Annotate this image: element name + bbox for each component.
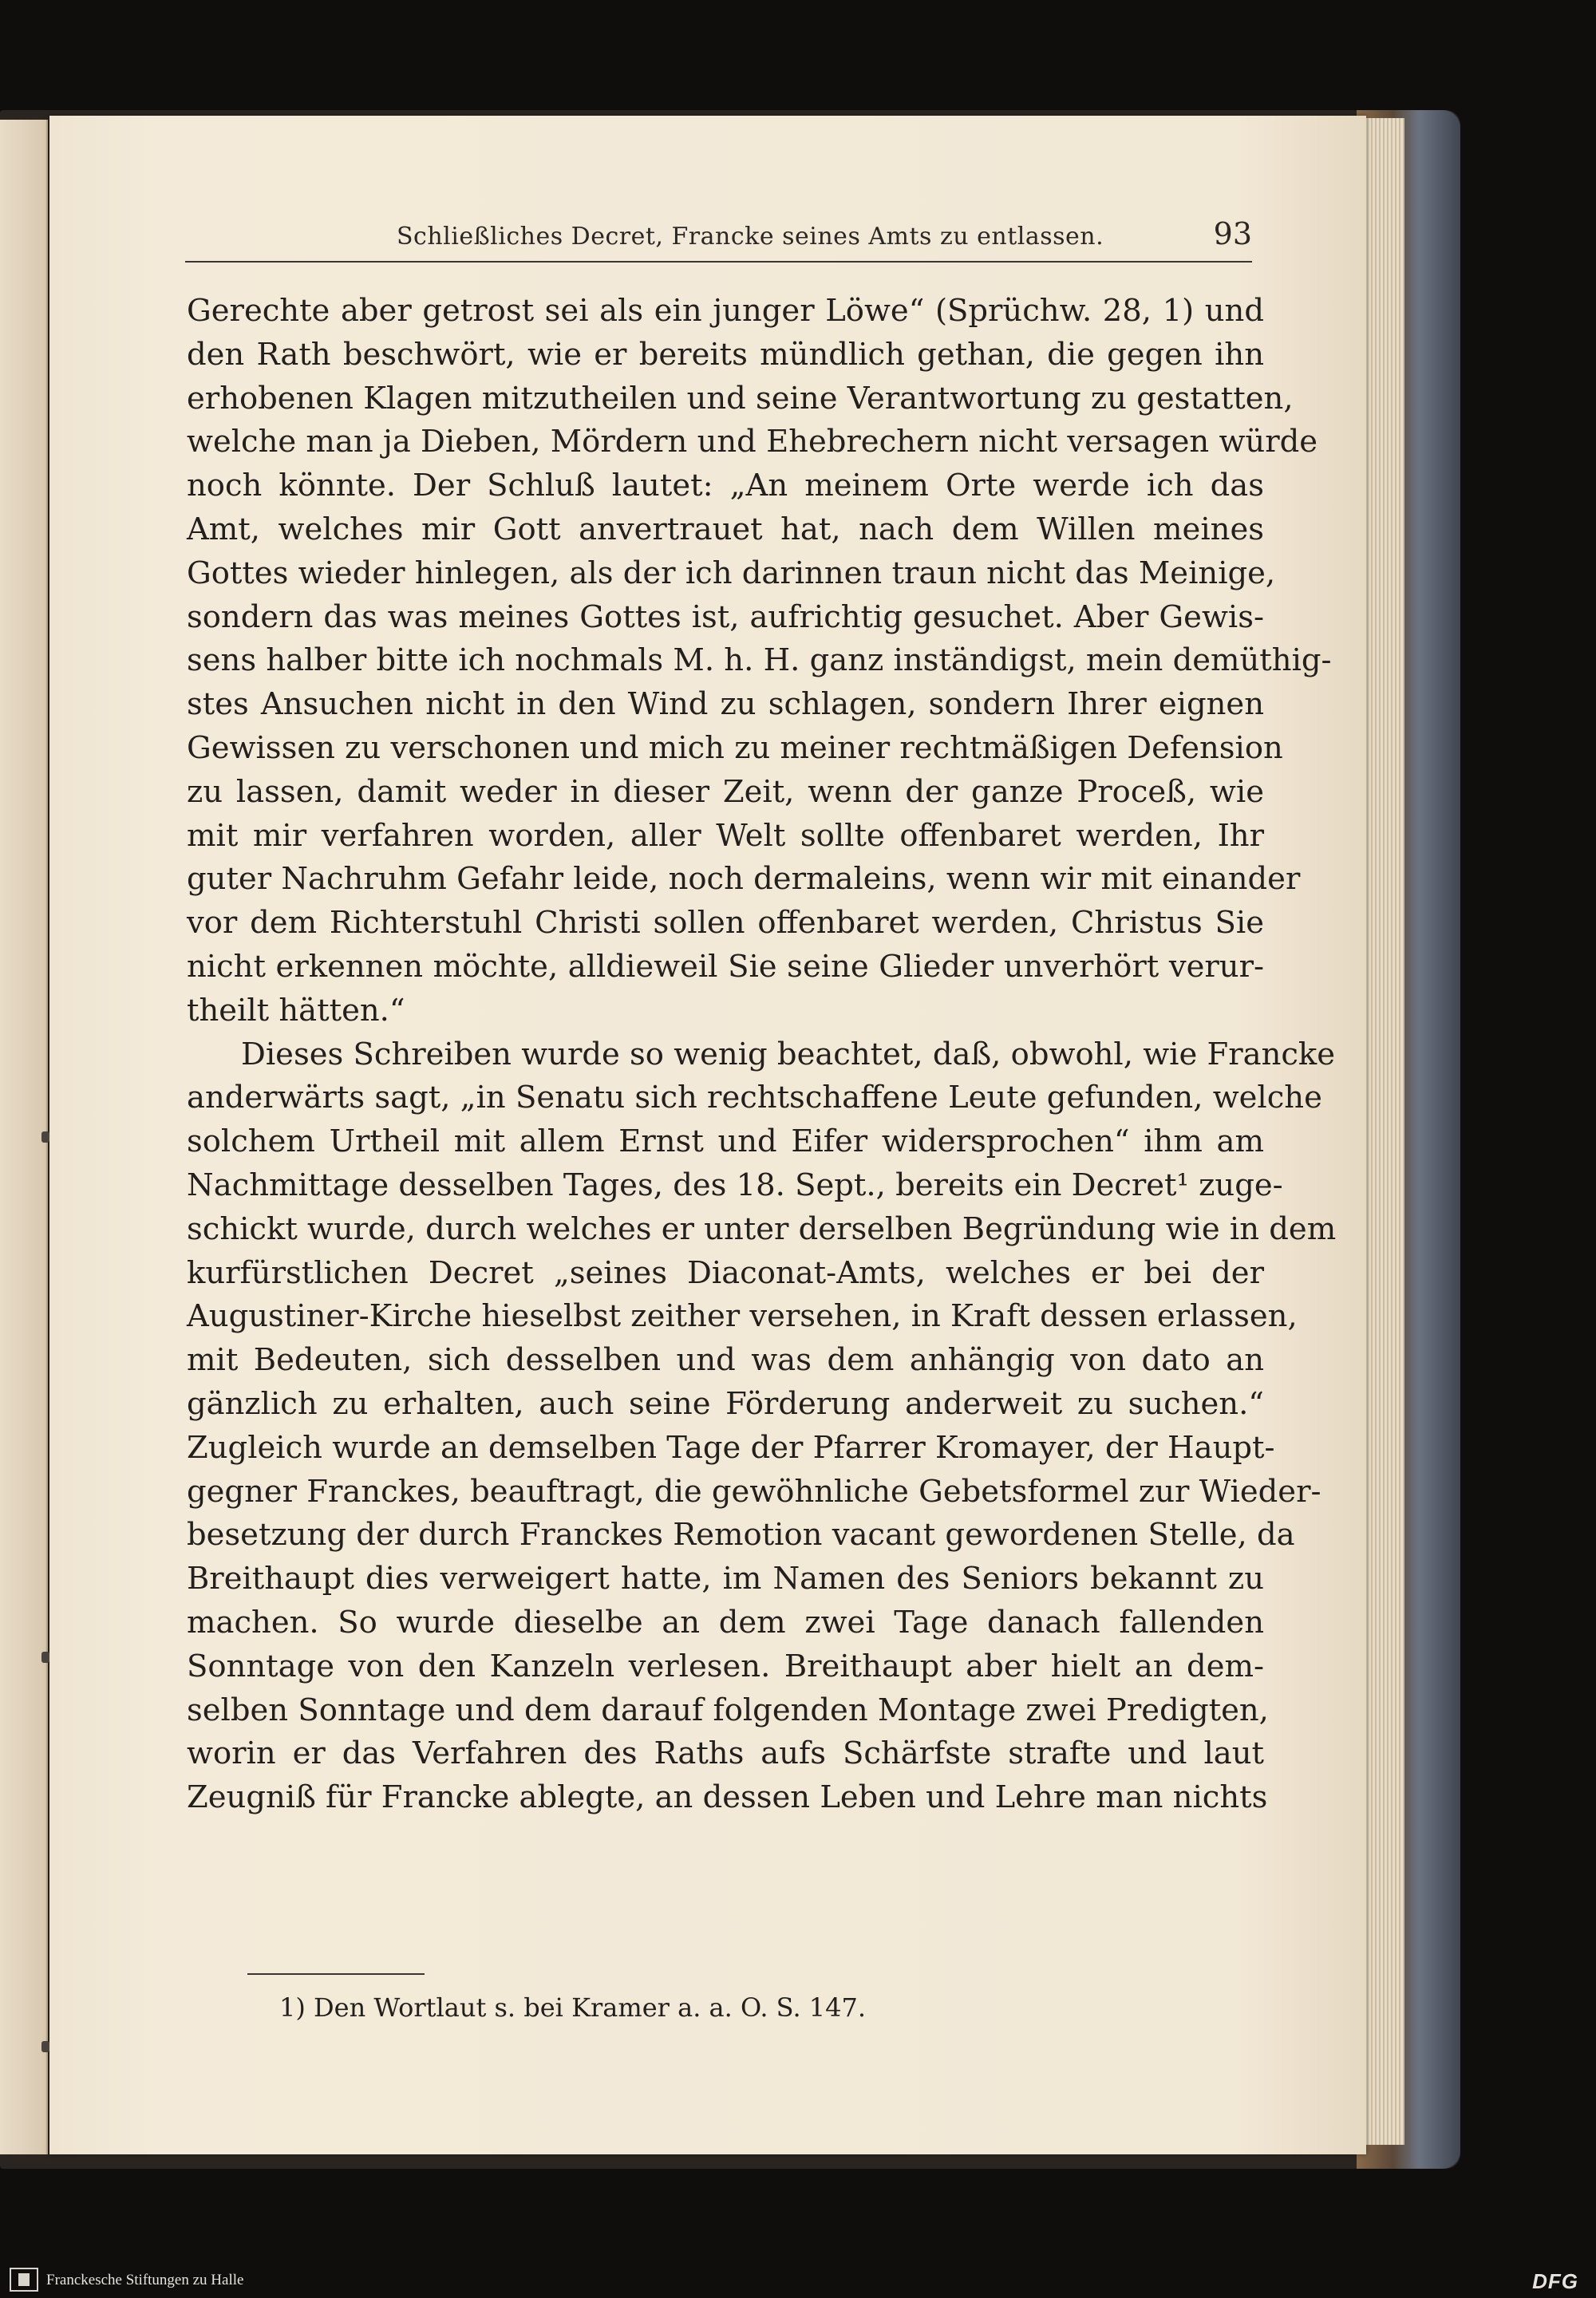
text-line: kurfürstlichen Decret „seines Diaconat-Amts, welches er bei der [187,1254,1264,1291]
text-line: Zugleich wurde an demselben Tage der Pfarrer Kromayer, der Haupt- [187,1429,1275,1466]
footnote: 1) Den Wortlaut s. bei Kramer a. a. O. S. 147. [279,1992,867,2023]
institution-logo-icon [10,2268,38,2292]
text-line: stes Ansuchen nicht in den Wind zu schlagen, sondern Ihrer eignen [187,686,1264,723]
text-line: worin er das Verfahren des Raths aufs Schärfste strafte und laut [187,1735,1264,1772]
text-line: Gewissen zu verschonen und mich zu meiner rechtmäßigen Defension [187,729,1283,766]
text-line: den Rath beschwört, wie er bereits mündlich gethan, die gegen ihn [187,336,1264,373]
text-line: welche man ja Dieben, Mördern und Ehebrechern nicht versagen würde [187,424,1318,460]
text-line: zu lassen, damit weder in dieser Zeit, wenn der ganze Proceß, wie [187,773,1264,810]
text-line: sens halber bitte ich nochmals M. h. H. ganz inständigst, mein demüthig- [187,642,1332,679]
body-text [187,290,1337,1820]
text-line: anderwärts sagt, „in Senatu sich rechtschaffene Leute gefunden, welche [187,1080,1322,1116]
text-line: noch könnte. Der Schluß lautet: „An meinem Orte werde ich das [187,468,1264,504]
text-line: Amt, welches mir Gott anvertrauet hat, nach dem Willen meines [187,511,1264,547]
running-title: Schließliches Decret, Francke seines Amts zu entlassen. [397,223,1104,251]
text-line: machen. So wurde dieselbe an dem zwei Tage danach fallenden [187,1604,1264,1641]
page-number: 93 [1213,216,1252,251]
text-line: mit mir verfahren worden, aller Welt sollte offenbaret werden, Ihr [187,817,1264,854]
institution-label: Franckesche Stiftungen zu Halle [46,2272,244,2288]
text-line: solchem Urtheil mit allem Ernst und Eifer widersprochen“ ihm am [187,1123,1264,1160]
text-line: Gottes wieder hinlegen, als der ich darinnen traun nicht das Meinige, [187,555,1276,591]
paragraph-start-line: Dieses Schreiben wurde so wenig beachtet, daß, obwohl, wie Francke [241,1036,1336,1072]
text-line: schickt wurde, durch welches er unter derselben Begründung wie in dem [187,1210,1337,1247]
text-line: mit Bedeuten, sich desselben und was dem anhängig von dato an [187,1342,1264,1379]
text-line: Gerechte aber getrost sei als ein junger Löwe“ (Sprüchw. 28, 1) und [187,293,1264,329]
text-line: Nachmittage desselben Tages, des 18. Sept., bereits ein Decret¹ zuge- [187,1167,1283,1203]
left-page-edge [0,120,48,2154]
text-line: Breithaupt dies verweigert hatte, im Namen des Seniors bekannt zu [187,1561,1264,1597]
text-line: gegner Franckes, beauftragt, die gewöhnliche Gebetsformel zur Wieder- [187,1473,1321,1510]
text-line: Zeugniß für Francke ablegte, an dessen Leben und Lehre man nichts [187,1779,1268,1816]
text-line: besetzung der durch Franckes Remotion vacant gewordenen Stelle, da [187,1517,1295,1554]
text-line: Sonntage von den Kanzeln verlesen. Breithaupt aber hielt an dem- [187,1648,1264,1684]
text-line: guter Nachruhm Gefahr leide, noch dermaleins, wenn wir mit einander [187,861,1301,898]
text-line: Augustiner-Kirche hieselbst zeither versehen, in Kraft dessen erlassen, [187,1298,1298,1335]
binding-pin [41,2041,49,2052]
binding-pin [41,1131,49,1143]
text-line: sondern das was meines Gottes ist, aufrichtig gesuchet. Aber Gewis- [187,598,1264,635]
book-page [49,116,1366,2154]
text-line: gänzlich zu erhalten, auch seine Förderung anderweit zu suchen.“ [187,1385,1264,1422]
footnote-rule [247,1973,425,1975]
viewer-footer-bar [0,2263,1596,2298]
text-line: theilt hätten.“ [187,992,405,1029]
text-line: nicht erkennen möchte, alldieweil Sie seine Glieder unverhört verur- [187,948,1264,985]
text-line: erhobenen Klagen mitzutheilen und seine Verantwortung zu gestatten, [187,380,1294,417]
text-line: selben Sonntage und dem darauf folgenden Montage zwei Predigten, [187,1692,1269,1728]
binding-pin [41,1652,49,1663]
text-line: vor dem Richterstuhl Christi sollen offenbaret werden, Christus Sie [187,905,1264,942]
dfg-logo: DFG [1532,2269,1578,2293]
running-head [185,213,1252,263]
